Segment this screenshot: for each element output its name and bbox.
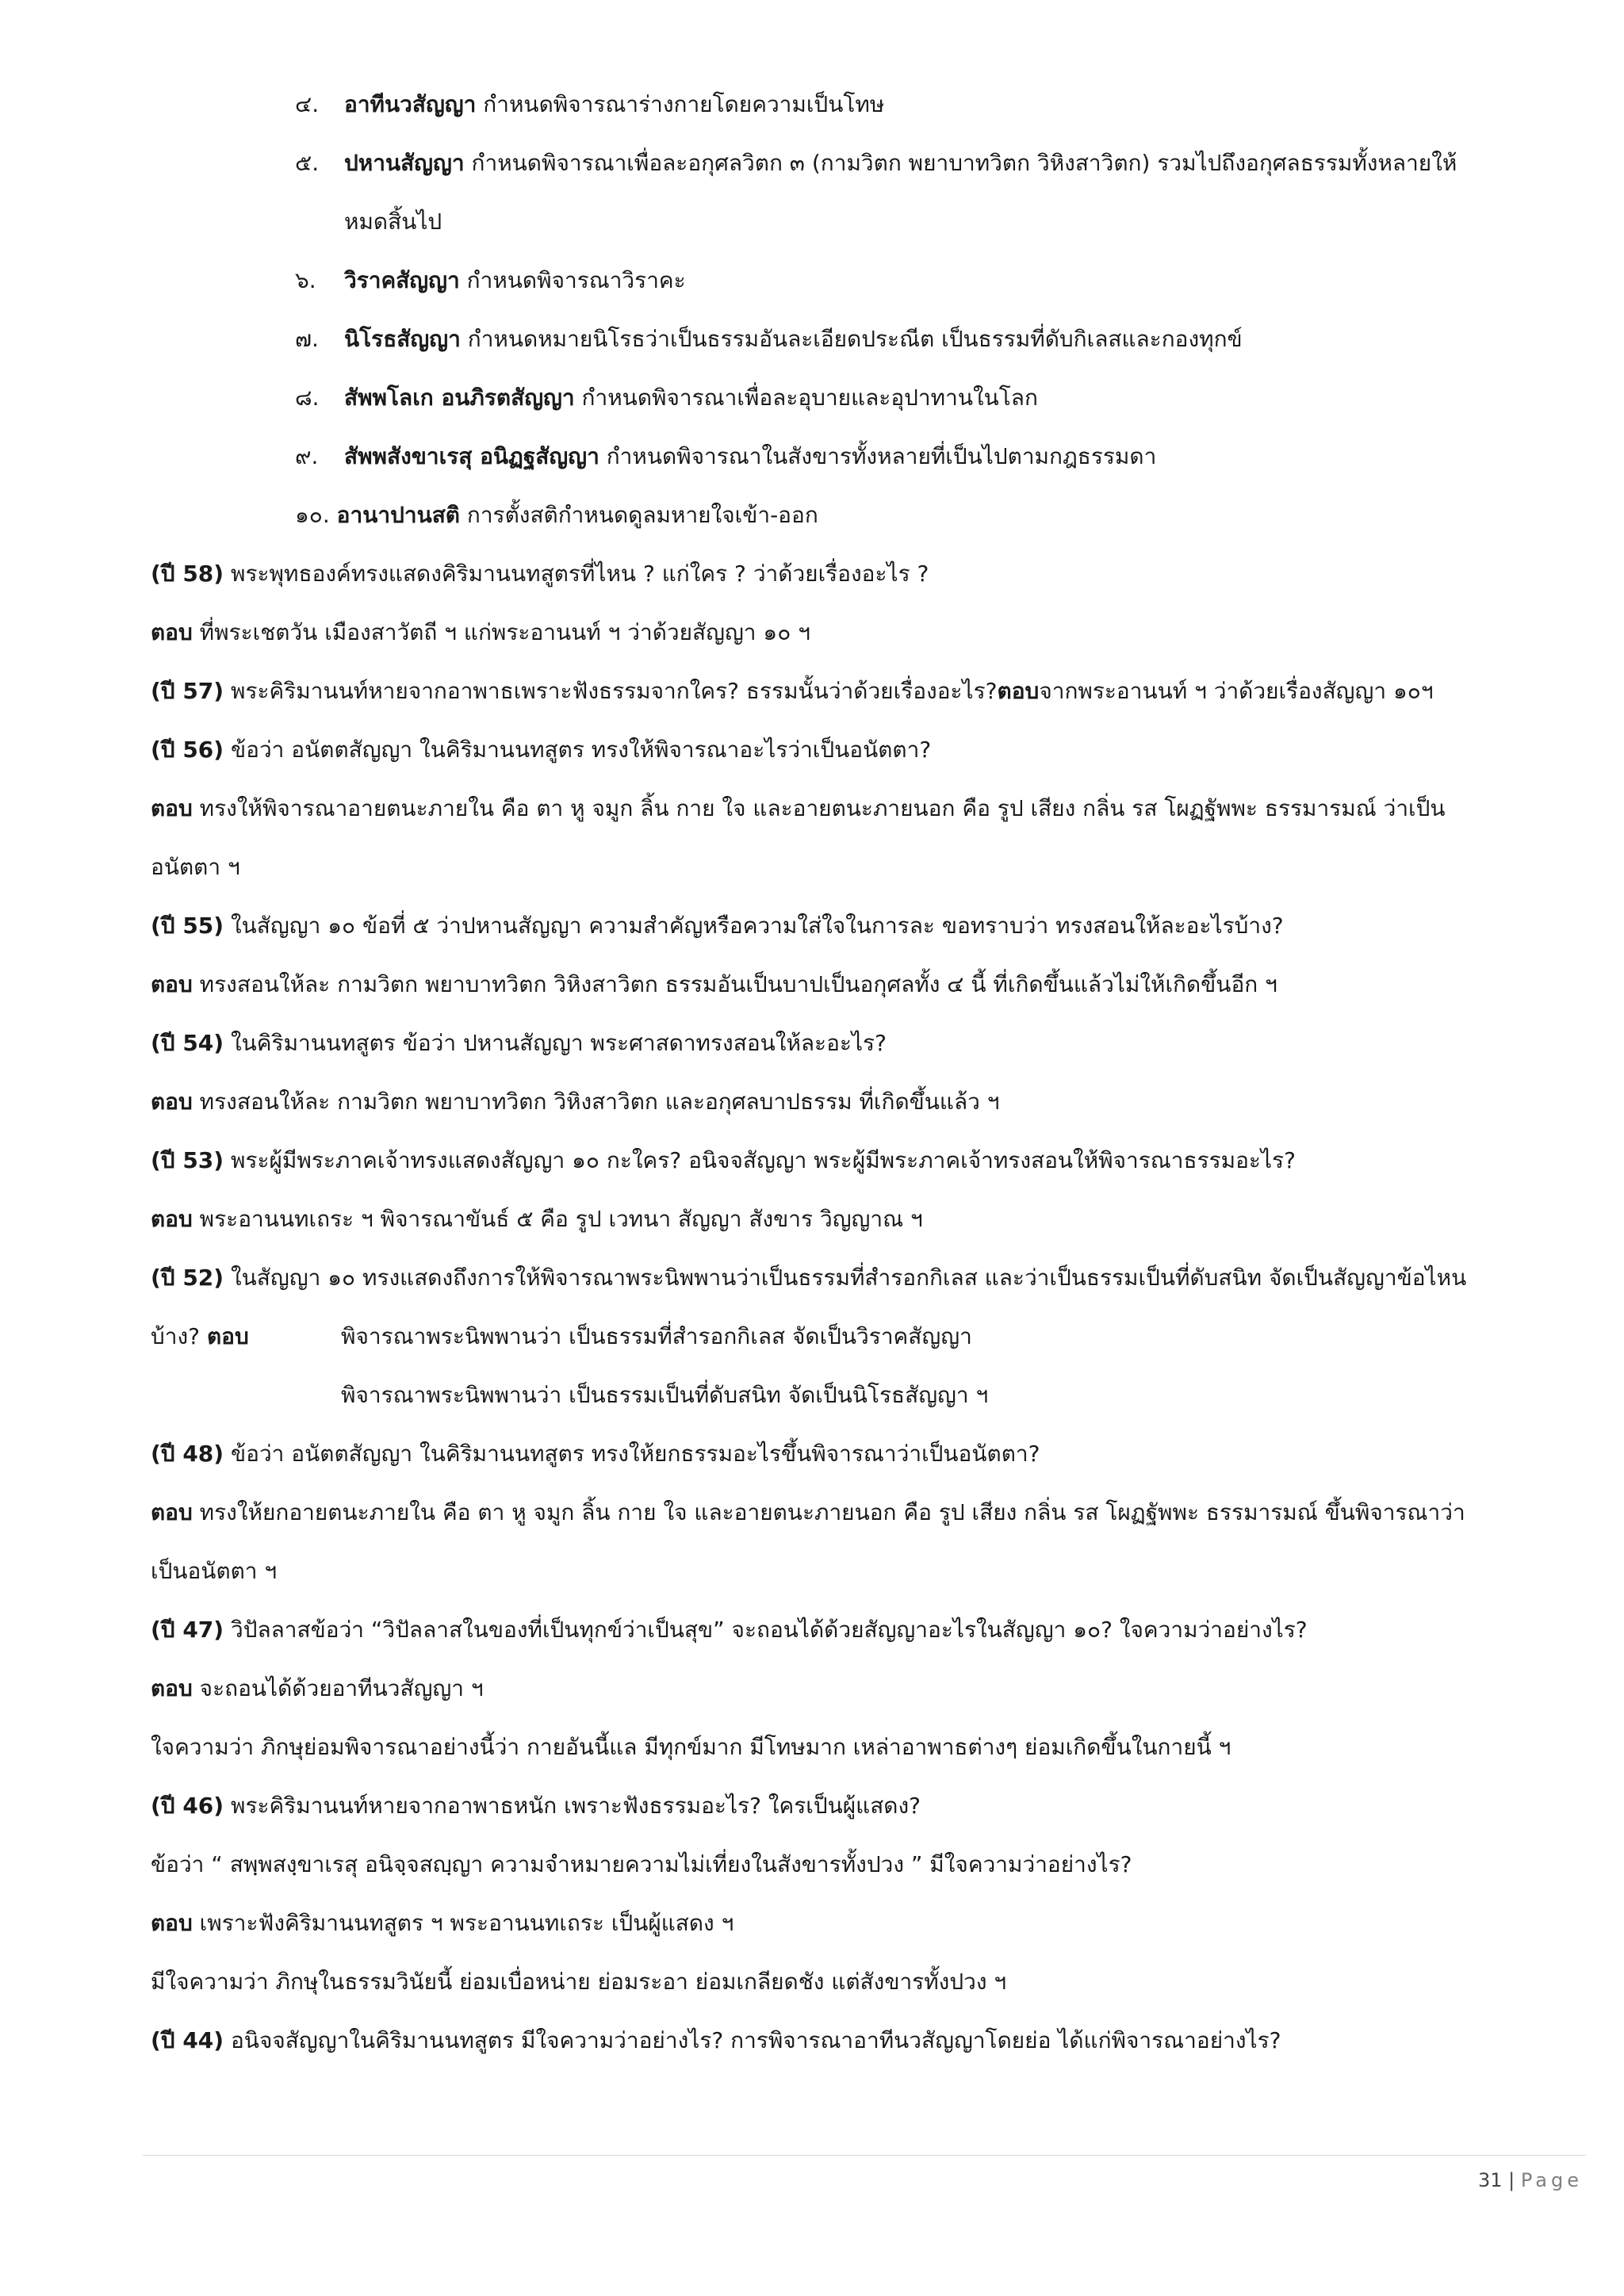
question-label: (ปี 57) — [151, 678, 224, 704]
page-footer — [1478, 2169, 1583, 2191]
question-47: (ปี 47) วิปัลลาสข้อว่า “วิปัลลาสในของที่เป็นทุกข์ว่าเป็นสุข” จะถอนได้ด้วยสัญญาอะไรในสัญญา ๑๐? ใจความว่าอย่างไร? — [151, 1617, 1308, 1643]
answer-label: ตอบ — [151, 795, 193, 821]
list-desc: กำหนดพิจารณาเพื่อละอุบายและอุปาทานในโลก — [574, 385, 1038, 411]
question-label: (ปี 52) — [151, 1265, 224, 1291]
list-item-10: ๑๐. อานาปานสติ การตั้งสติกำหนดดูลมหายใจเข้า-ออก — [295, 502, 818, 528]
answer-label: ตอบ — [206, 1323, 249, 1349]
answer-52-line-2: พิจารณาพระนิพพานว่า เป็นธรรมเป็นที่ดับสนิท จัดเป็นนิโรธสัญญา ฯ — [341, 1382, 989, 1408]
answer-58: ตอบ ที่พระเชตวัน เมืองสาวัตถี ฯ แก่พระอานนท์ ฯ ว่าด้วยสัญญา ๑๐ ฯ — [151, 619, 810, 645]
question-label: (ปี 48) — [151, 1441, 224, 1467]
list-term: อาทีนวสัญญา — [344, 91, 477, 117]
list-desc: กำหนดพิจารณาวิราคะ — [459, 267, 686, 293]
list-term: สัพพโลเก อนภิรตสัญญา — [344, 385, 575, 411]
answer-label: ตอบ — [151, 1499, 193, 1525]
question-label: (ปี 53) — [151, 1147, 224, 1173]
list-term: อานาปานสติ — [336, 502, 460, 528]
answer-label: ตอบ — [151, 1089, 193, 1115]
list-desc: การตั้งสติกำหนดดูลมหายใจเข้า-ออก — [459, 502, 818, 528]
question-label: (ปี 54) — [151, 1030, 224, 1056]
answer-label: ตอบ — [151, 1675, 193, 1701]
list-term: วิราคสัญญา — [344, 267, 460, 293]
answer-47-continued: ใจความว่า ภิกษุย่อมพิจารณาอย่างนี้ว่า กายอันนี้แล มีทุกข์มาก มีโทษมาก เหล่าอาพาธต่างๆ ย่อมเกิดขึ้นในกายนี้ ฯ — [151, 1734, 1231, 1760]
answer-47: ตอบ จะถอนได้ด้วยอาทีนวสัญญา ฯ — [151, 1675, 484, 1701]
list-term: สัพพสังขาเรสุ อนิฏฐสัญญา — [344, 443, 599, 469]
question-44: (ปี 44) อนิจจสัญญาในคิริมานนทสูตร มีใจความว่าอย่างไร? การพิจารณาอาทีนวสัญญาโดยย่อ ได้แก่พิจารณาอย่างไร? — [151, 2027, 1281, 2053]
answer-56-continued: อนัตตา ฯ — [151, 854, 240, 880]
question-56: (ปี 56) ข้อว่า อนัตตสัญญา ในคิริมานนทสูตร ทรงให้พิจารณาอะไรว่าเป็นอนัตตา? — [151, 737, 932, 763]
answer-label: ตอบ — [151, 1910, 193, 1936]
list-item-8: ๘. สัพพโลเก อนภิรตสัญญา กำหนดพิจารณาเพื่อละอุบายและอุปาทานในโลก — [295, 385, 1038, 411]
question-label: (ปี 55) — [151, 913, 224, 939]
answer-label: ตอบ — [151, 1206, 193, 1232]
question-52-continued: บ้าง? ตอบ — [151, 1323, 249, 1349]
question-label: (ปี 56) — [151, 737, 224, 763]
answer-54: ตอบ ทรงสอนให้ละ กามวิตก พยาบาทวิตก วิหิงสาวิตก และอกุศลบาปธรรม ที่เกิดขึ้นแล้ว ฯ — [151, 1089, 1000, 1115]
question-label: (ปี 58) — [151, 561, 224, 587]
answer-46: ตอบ เพราะฟังคิริมานนทสูตร ฯ พระอานนทเถระ เป็นผู้แสดง ฯ — [151, 1910, 734, 1936]
list-item-5: ๕. ปหานสัญญา กำหนดพิจารณาเพื่อละอกุศลวิตก ๓ (กามวิตก พยาบาทวิตก วิหิงสาวิตก) รวมไปถึงอกุศลธรรมทั้งหลายให้ — [295, 150, 1457, 176]
question-label: (ปี 47) — [151, 1617, 224, 1643]
answer-48: ตอบ ทรงให้ยกอายตนะภายใน คือ ตา หู จมูก ลิ้น กาย ใจ และอายตนะภายนอก คือ รูป เสียง กลิ่น รส โผฏฐัพพะ ธรรมารมณ์ ขึ้นพิจารณาว่า — [151, 1499, 1465, 1525]
question-label: (ปี 46) — [151, 1793, 224, 1819]
question-58: (ปี 58) พระพุทธองค์ทรงแสดงคิริมานนทสูตรที่ไหน ? แก่ใคร ? ว่าด้วยเรื่องอะไร ? — [151, 561, 929, 587]
list-item-7: ๗. นิโรธสัญญา กำหนดหมายนิโรธว่าเป็นธรรมอันละเอียดประณีต เป็นธรรมที่ดับกิเลสและกองทุกข์ — [295, 326, 1243, 352]
footer-divider — [143, 2155, 1586, 2156]
question-48: (ปี 48) ข้อว่า อนัตตสัญญา ในคิริมานนทสูตร ทรงให้ยกธรรมอะไรขึ้นพิจารณาว่าเป็นอนัตตา? — [151, 1441, 1040, 1467]
list-desc: กำหนดพิจารณาเพื่อละอกุศลวิตก ๓ (กามวิตก พยาบาทวิตก วิหิงสาวิตก) รวมไปถึงอกุศลธรรมทั้งหลายให้ — [464, 150, 1457, 176]
answer-label: ตอบ — [151, 619, 193, 645]
answer-46-continued: มีใจความว่า ภิกษุในธรรมวินัยนี้ ย่อมเบื่อหน่าย ย่อมระอา ย่อมเกลียดชัง แต่สังขารทั้งปวง ฯ — [151, 1969, 1007, 1995]
list-item-4: ๔. อาทีนวสัญญา กำหนดพิจารณาร่างกายโดยความเป็นโทษ — [295, 91, 885, 117]
list-desc: กำหนดพิจารณาในสังขารทั้งหลายที่เป็นไปตามกฎธรรมดา — [599, 443, 1157, 469]
list-term: นิโรธสัญญา — [344, 326, 461, 352]
question-52: (ปี 52) ในสัญญา ๑๐ ทรงแสดงถึงการให้พิจารณาพระนิพพานว่าเป็นธรรมที่สำรอกกิเลส และว่าเป็นธรรมเป็นที่ดับสนิท จัดเป็นสัญญาข้อไหน — [151, 1265, 1467, 1291]
question-label: (ปี 44) — [151, 2027, 224, 2053]
answer-label: ตอบ — [997, 678, 1040, 704]
answer-48-continued: เป็นอนัตตา ฯ — [151, 1558, 278, 1584]
list-desc: กำหนดหมายนิโรธว่าเป็นธรรมอันละเอียดประณีต เป็นธรรมที่ดับกิเลสและกองทุกข์ — [460, 326, 1243, 352]
list-term: ปหานสัญญา — [344, 150, 465, 176]
question-46-continued: ข้อว่า “ สพฺพสงฺขาเรสุ อนิจฺจสญฺญา ความจำหมายความไม่เที่ยงในสังขารทั้งปวง ” มีใจความว่าอย่างไร? — [151, 1851, 1132, 1877]
question-53: (ปี 53) พระผู้มีพระภาคเจ้าทรงแสดงสัญญา ๑๐ กะใคร? อนิจจสัญญา พระผู้มีพระภาคเจ้าทรงสอนให้พิจารณาธรรมอะไร? — [151, 1147, 1296, 1173]
question-54: (ปี 54) ในคิริมานนทสูตร ข้อว่า ปหานสัญญา พระศาสดาทรงสอนให้ละอะไร? — [151, 1030, 887, 1056]
answer-56: ตอบ ทรงให้พิจารณาอายตนะภายใน คือ ตา หู จมูก ลิ้น กาย ใจ และอายตนะภายนอก คือ รูป เสียง กลิ่น รส โผฏฐัพพะ ธรรมารมณ์ ว่าเป็น — [151, 795, 1446, 821]
answer-53: ตอบ พระอานนทเถระ ฯ พิจารณาขันธ์ ๕ คือ รูป เวทนา สัญญา สังขาร วิญญาณ ฯ — [151, 1206, 923, 1232]
answer-55: ตอบ ทรงสอนให้ละ กามวิตก พยาบาทวิตก วิหิงสาวิตก ธรรมอันเป็นบาปเป็นอกุศลทั้ง ๔ นี้ ที่เกิดขึ้นแล้วไม่ให้เกิดขึ้นอีก ฯ — [151, 971, 1277, 997]
page-word: Page — [1520, 2169, 1583, 2191]
list-item-6: ๖. วิราคสัญญา กำหนดพิจารณาวิราคะ — [295, 267, 686, 293]
answer-label: ตอบ — [151, 971, 193, 997]
question-46: (ปี 46) พระคิริมานนท์หายจากอาพาธหนัก เพราะฟังธรรมอะไร? ใครเป็นผู้แสดง? — [151, 1793, 921, 1819]
list-desc: กำหนดพิจารณาร่างกายโดยความเป็นโทษ — [476, 91, 885, 117]
footer-separator: | — [1502, 2169, 1521, 2191]
list-item-5-continued: หมดสิ้นไป — [344, 209, 442, 235]
answer-52-line-1: พิจารณาพระนิพพานว่า เป็นธรรมที่สำรอกกิเลส จัดเป็นวิราคสัญญา — [341, 1323, 972, 1349]
question-57: (ปี 57) พระคิริมานนท์หายจากอาพาธเพราะฟังธรรมจากใคร? ธรรมนั้นว่าด้วยเรื่องอะไร?ตอบจากพระอานนท์ ฯ ว่าด้วยเรื่องสัญญา ๑๐ฯ — [151, 678, 1434, 704]
page-number: 31 — [1478, 2169, 1503, 2191]
question-55: (ปี 55) ในสัญญา ๑๐ ข้อที่ ๕ ว่าปหานสัญญา ความสำคัญหรือความใส่ใจในการละ ขอทราบว่า ทรงสอนให้ละอะไรบ้าง? — [151, 913, 1284, 939]
list-item-9: ๙. สัพพสังขาเรสุ อนิฏฐสัญญา กำหนดพิจารณาในสังขารทั้งหลายที่เป็นไปตามกฎธรรมดา — [295, 443, 1157, 469]
